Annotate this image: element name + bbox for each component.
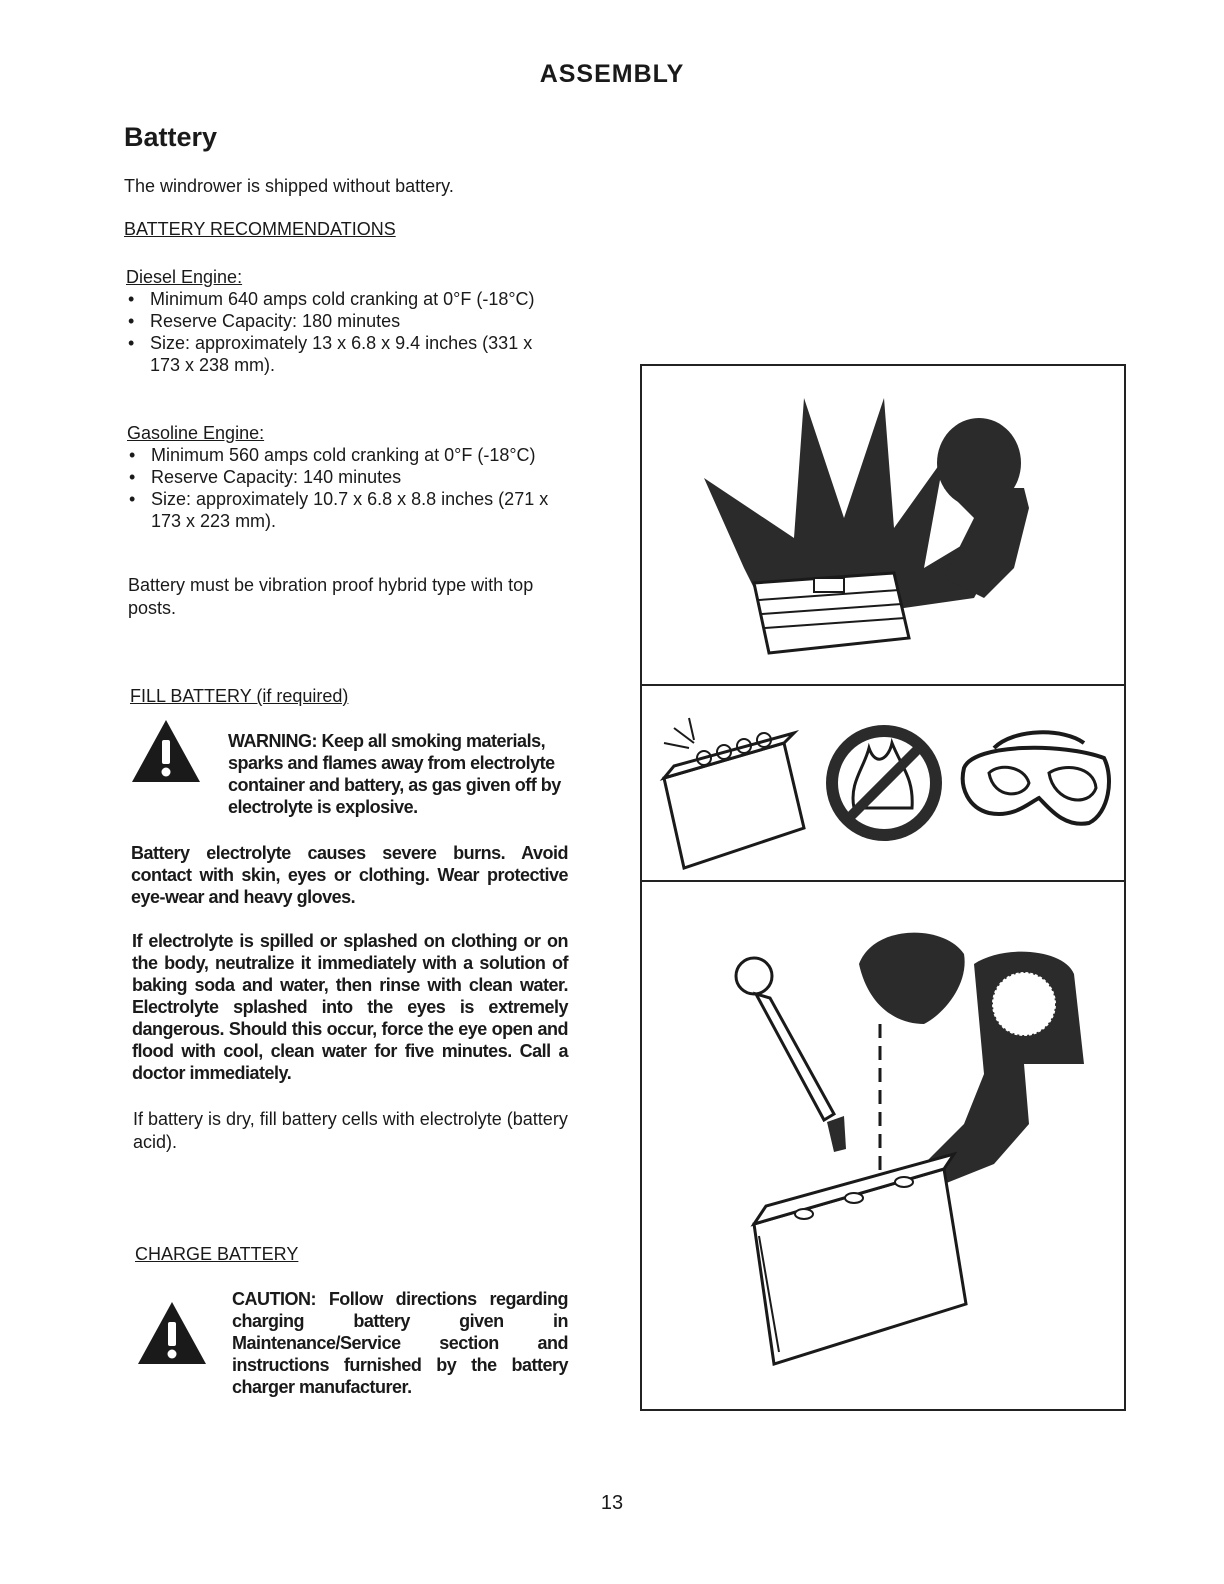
bullet-icon: • xyxy=(129,467,136,487)
page-header: ASSEMBLY xyxy=(539,60,685,88)
diesel-label: Diesel Engine: xyxy=(126,267,243,287)
bullet-icon: • xyxy=(128,289,135,309)
hydrometer-icon xyxy=(736,958,846,1152)
diesel-spec-list xyxy=(126,288,566,376)
charge-caution-text: CAUTION: Follow directions regarding charging battery given in Maintenance/Service section and instructions furnished by the battery charger manufacturer. xyxy=(232,1289,568,1397)
diesel-specs xyxy=(126,266,566,376)
list-item xyxy=(127,444,551,466)
warning-triangle-icon xyxy=(130,718,202,784)
gasoline-spec-list xyxy=(127,444,567,532)
gasoline-spec-cranking: Minimum 560 amps cold cranking at 0°F (-18°C) xyxy=(151,445,536,465)
spill-instructions-text: If electrolyte is spilled or splashed on clothing or on the body, neutralize it immediately with a solution of baking soda and water, then rinse with clean water. Electrolyte splashed into the eyes is extremely dangerous. Should this occur, force the eye open and flood with cool, clean water for five minutes. Call a doctor immediately. xyxy=(132,931,568,1083)
safety-symbols-illustration xyxy=(644,688,1122,878)
bullet-icon: • xyxy=(128,333,135,353)
list-item xyxy=(126,288,550,310)
diesel-spec-size: Size: approximately 13 x 6.8 x 9.4 inches (331 x 173 x 238 mm). xyxy=(150,333,533,375)
list-item xyxy=(127,466,567,488)
diesel-spec-cranking: Minimum 640 amps cold cranking at 0°F (-18°C) xyxy=(150,289,535,309)
list-item xyxy=(126,310,566,332)
filling-battery-illustration xyxy=(644,884,1122,1406)
list-item xyxy=(126,332,550,376)
battery-type-note: Battery must be vibration proof hybrid type with top posts. xyxy=(128,575,534,618)
fill-battery-heading: FILL BATTERY (if required) xyxy=(130,686,349,706)
person-silhouette-icon xyxy=(859,933,1084,1184)
electrolyte-burns-text: Battery electrolyte causes severe burns. Avoid contact with skin, eyes or clothing. Wear protective eye-wear and heavy gloves. xyxy=(131,843,568,907)
fill-warning-text: WARNING: Keep all smoking materials, sparks and flames away from electrolyte container and battery, as gas given off by electrolyte is explosive. xyxy=(228,731,561,817)
diesel-spec-capacity: Reserve Capacity: 180 minutes xyxy=(150,311,401,331)
battery-icon xyxy=(754,1154,966,1364)
list-item xyxy=(127,488,571,532)
warning-triangle-icon xyxy=(136,1300,208,1366)
intro-text: The windrower is shipped without battery. xyxy=(124,176,454,196)
dry-battery-text: If battery is dry, fill battery cells with electrolyte (battery acid). xyxy=(133,1109,568,1152)
explosion-illustration xyxy=(644,368,1122,682)
gasoline-label: Gasoline Engine: xyxy=(127,423,265,443)
recommendations-heading: BATTERY RECOMMENDATIONS xyxy=(124,219,396,239)
battery-spark-icon xyxy=(664,718,804,868)
battery-icon xyxy=(754,573,909,653)
gasoline-spec-capacity: Reserve Capacity: 140 minutes xyxy=(151,467,402,487)
charge-battery-heading: CHARGE BATTERY xyxy=(135,1244,299,1264)
safety-goggles-icon xyxy=(963,732,1109,823)
gasoline-spec-size: Size: approximately 10.7 x 6.8 x 8.8 inches (271 x 173 x 223 mm). xyxy=(151,489,549,531)
page-number: 13 xyxy=(600,1492,624,1514)
no-flames-icon xyxy=(826,725,942,841)
bullet-icon: • xyxy=(129,489,136,509)
bullet-icon: • xyxy=(129,445,136,465)
section-title: Battery xyxy=(124,122,218,152)
gasoline-specs xyxy=(127,422,567,532)
illustration-divider xyxy=(640,684,1126,686)
bullet-icon: • xyxy=(128,311,135,331)
illustration-divider xyxy=(640,880,1126,882)
